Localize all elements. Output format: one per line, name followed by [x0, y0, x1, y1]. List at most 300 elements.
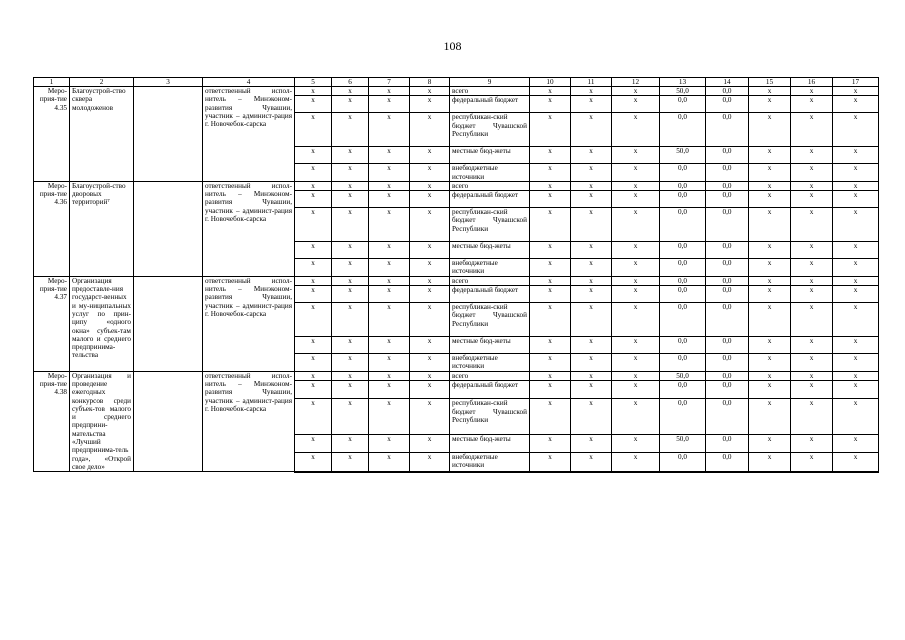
mark-cell: х	[369, 399, 410, 435]
funding-source: внебюджетные источники	[450, 259, 530, 277]
mark-cell: х	[791, 191, 833, 208]
mark-cell: х	[571, 113, 612, 147]
mark-cell: х	[369, 259, 410, 277]
amount-cell: 0,0	[706, 87, 749, 96]
column-3-cell	[134, 276, 203, 371]
mark-cell: х	[749, 259, 791, 277]
amount-cell: 0,0	[660, 337, 706, 354]
event-code: Меро-прия-тие 4.37	[34, 276, 70, 371]
amount-cell: 0,0	[706, 208, 749, 242]
column-number: 15	[749, 78, 791, 87]
mark-cell: х	[410, 87, 450, 96]
mark-cell: х	[791, 286, 833, 303]
mark-cell: х	[410, 242, 450, 259]
mark-cell: х	[410, 381, 450, 399]
mark-cell: х	[410, 259, 450, 277]
mark-cell: х	[571, 453, 612, 472]
amount-cell: 0,0	[706, 147, 749, 164]
mark-cell: х	[332, 87, 369, 96]
funding-source: внебюджетные источники	[450, 164, 530, 182]
mark-cell: х	[332, 381, 369, 399]
event-name: Организация предоставле-ния государст-венных и му-ниципальных услуг по прин-ципу «одного окна» субъек-там малого и среднего предпринима-тельства	[70, 276, 134, 371]
column-3-cell	[134, 87, 203, 182]
mark-cell: х	[369, 164, 410, 182]
mark-cell: х	[332, 164, 369, 182]
mark-cell: х	[833, 371, 879, 381]
mark-cell: х	[833, 191, 879, 208]
mark-cell: х	[791, 113, 833, 147]
mark-cell: х	[410, 181, 450, 190]
mark-cell: х	[749, 147, 791, 164]
mark-cell: х	[571, 303, 612, 337]
mark-cell: х	[530, 164, 571, 182]
mark-cell: х	[295, 453, 332, 472]
amount-cell: 0,0	[706, 96, 749, 113]
mark-cell: х	[410, 337, 450, 354]
mark-cell: х	[530, 435, 571, 453]
mark-cell: х	[530, 147, 571, 164]
mark-cell: х	[332, 399, 369, 435]
mark-cell: х	[612, 371, 660, 381]
mark-cell: х	[612, 191, 660, 208]
column-3-cell	[134, 371, 203, 472]
mark-cell: х	[410, 191, 450, 208]
mark-cell: х	[410, 286, 450, 303]
column-number: 16	[791, 78, 833, 87]
mark-cell: х	[369, 286, 410, 303]
mark-cell: х	[833, 453, 879, 472]
mark-cell: х	[612, 399, 660, 435]
responsible-executor: ответственный испол-нитель – Минэконом-развития Чувашии, участник – админист-рация г. Новочебок-сарска	[203, 371, 295, 472]
mark-cell: х	[833, 208, 879, 242]
mark-cell: х	[530, 371, 571, 381]
mark-cell: х	[833, 303, 879, 337]
amount-cell: 0,0	[706, 276, 749, 285]
mark-cell: х	[791, 259, 833, 277]
mark-cell: х	[295, 435, 332, 453]
amount-cell: 0,0	[706, 181, 749, 190]
funding-source: федеральный бюджет	[450, 286, 530, 303]
page-number: 108	[443, 39, 462, 53]
mark-cell: х	[571, 208, 612, 242]
mark-cell: х	[571, 242, 612, 259]
amount-cell: 0,0	[706, 381, 749, 399]
mark-cell: х	[530, 181, 571, 190]
mark-cell: х	[749, 286, 791, 303]
amount-cell: 0,0	[706, 303, 749, 337]
mark-cell: х	[295, 354, 332, 372]
mark-cell: х	[410, 164, 450, 182]
amount-cell: 50,0	[660, 371, 706, 381]
mark-cell: х	[612, 354, 660, 372]
mark-cell: х	[332, 181, 369, 190]
mark-cell: х	[749, 435, 791, 453]
mark-cell: х	[295, 371, 332, 381]
funding-source: всего	[450, 276, 530, 285]
mark-cell: х	[410, 147, 450, 164]
mark-cell: х	[791, 453, 833, 472]
mark-cell: х	[833, 276, 879, 285]
funding-source: всего	[450, 181, 530, 190]
funding-source: местные бюд-жеты	[450, 337, 530, 354]
amount-cell: 0,0	[660, 453, 706, 472]
amount-cell: 0,0	[660, 259, 706, 277]
column-number: 17	[833, 78, 879, 87]
mark-cell: х	[833, 164, 879, 182]
mark-cell: х	[332, 453, 369, 472]
column-number: 7	[369, 78, 410, 87]
mark-cell: х	[791, 276, 833, 285]
mark-cell: х	[791, 354, 833, 372]
mark-cell: х	[571, 276, 612, 285]
column-number: 9	[450, 78, 530, 87]
mark-cell: х	[791, 208, 833, 242]
mark-cell: х	[612, 276, 660, 285]
mark-cell: х	[332, 191, 369, 208]
mark-cell: х	[369, 337, 410, 354]
mark-cell: х	[749, 303, 791, 337]
mark-cell: х	[749, 337, 791, 354]
mark-cell: х	[410, 113, 450, 147]
funding-source: всего	[450, 371, 530, 381]
mark-cell: х	[530, 381, 571, 399]
mark-cell: х	[295, 242, 332, 259]
mark-cell: х	[530, 399, 571, 435]
mark-cell: х	[833, 87, 879, 96]
mark-cell: х	[612, 259, 660, 277]
funding-source: республикан-ский бюджет Чувашской Республики	[450, 113, 530, 147]
funding-source: всего	[450, 87, 530, 96]
mark-cell: х	[612, 208, 660, 242]
mark-cell: х	[833, 337, 879, 354]
mark-cell: х	[749, 208, 791, 242]
mark-cell: х	[749, 242, 791, 259]
header-row	[34, 78, 879, 87]
column-number: 13	[660, 78, 706, 87]
event-name: Организация и проведение ежегодных конкурсов среди субъек-тов малого и среднего предприни-мательства «Лучший предпринима-тель года», «Открой свое дело»	[70, 371, 134, 472]
mark-cell: х	[833, 354, 879, 372]
mark-cell: х	[530, 259, 571, 277]
amount-cell: 0,0	[660, 96, 706, 113]
mark-cell: х	[530, 354, 571, 372]
mark-cell: х	[295, 303, 332, 337]
amount-cell: 0,0	[706, 286, 749, 303]
amount-cell: 50,0	[660, 435, 706, 453]
mark-cell: х	[295, 337, 332, 354]
mark-cell: х	[332, 337, 369, 354]
mark-cell: х	[530, 303, 571, 337]
mark-cell: х	[410, 208, 450, 242]
mark-cell: х	[791, 87, 833, 96]
event-name: Благоустрой-ство сквера молодоженов	[70, 87, 134, 182]
amount-cell: 0,0	[706, 113, 749, 147]
mark-cell: х	[833, 399, 879, 435]
amount-cell: 0,0	[660, 208, 706, 242]
mark-cell: х	[332, 276, 369, 285]
mark-cell: х	[295, 399, 332, 435]
mark-cell: х	[749, 181, 791, 190]
mark-cell: х	[530, 276, 571, 285]
mark-cell: х	[530, 113, 571, 147]
column-number: 12	[612, 78, 660, 87]
amount-cell: 0,0	[706, 354, 749, 372]
amount-cell: 0,0	[660, 354, 706, 372]
mark-cell: х	[749, 96, 791, 113]
mark-cell: х	[332, 371, 369, 381]
mark-cell: х	[369, 303, 410, 337]
mark-cell: х	[410, 354, 450, 372]
mark-cell: х	[369, 181, 410, 190]
amount-cell: 0,0	[660, 113, 706, 147]
mark-cell: х	[612, 113, 660, 147]
mark-cell: х	[571, 354, 612, 372]
funding-source: республикан-ский бюджет Чувашской Республики	[450, 208, 530, 242]
event-code: Меро-прия-тие 4.38	[34, 371, 70, 472]
table-row	[34, 87, 879, 96]
column-number: 5	[295, 78, 332, 87]
mark-cell: х	[833, 181, 879, 190]
mark-cell: х	[530, 87, 571, 96]
mark-cell: х	[833, 147, 879, 164]
event-code: Меро-прия-тие 4.35	[34, 87, 70, 182]
funding-source: федеральный бюджет	[450, 191, 530, 208]
mark-cell: х	[295, 259, 332, 277]
column-number: 2	[70, 78, 134, 87]
amount-cell: 0,0	[706, 337, 749, 354]
mark-cell: х	[530, 208, 571, 242]
mark-cell: х	[332, 147, 369, 164]
mark-cell: х	[791, 164, 833, 182]
mark-cell: х	[332, 113, 369, 147]
column-number: 1	[34, 78, 70, 87]
mark-cell: х	[530, 286, 571, 303]
mark-cell: х	[332, 259, 369, 277]
amount-cell: 50,0	[660, 87, 706, 96]
mark-cell: х	[369, 276, 410, 285]
mark-cell: х	[410, 435, 450, 453]
mark-cell: х	[612, 96, 660, 113]
mark-cell: х	[791, 96, 833, 113]
mark-cell: х	[369, 87, 410, 96]
funding-source: федеральный бюджет	[450, 96, 530, 113]
amount-cell: 0,0	[706, 435, 749, 453]
mark-cell: х	[571, 337, 612, 354]
responsible-executor: ответственный испол-нитель – Минэконом-развития Чувашии, участник – админист-рация г. Новочебок-сарска	[203, 276, 295, 371]
event-code: Меро-прия-тие 4.36	[34, 181, 70, 276]
mark-cell: х	[749, 276, 791, 285]
mark-cell: х	[791, 399, 833, 435]
mark-cell: х	[749, 164, 791, 182]
mark-cell: х	[369, 371, 410, 381]
mark-cell: х	[833, 96, 879, 113]
mark-cell: х	[369, 191, 410, 208]
mark-cell: х	[791, 147, 833, 164]
mark-cell: х	[571, 181, 612, 190]
column-number: 11	[571, 78, 612, 87]
mark-cell: х	[369, 242, 410, 259]
mark-cell: х	[791, 381, 833, 399]
amount-cell: 0,0	[660, 164, 706, 182]
mark-cell: х	[295, 147, 332, 164]
table-row	[34, 181, 879, 190]
mark-cell: х	[295, 181, 332, 190]
mark-cell: х	[530, 96, 571, 113]
responsible-executor: ответственный испол-нитель – Минэконом-развития Чувашии, участник – админист-рация г. Новочебок-сарска	[203, 87, 295, 182]
mark-cell: х	[833, 435, 879, 453]
mark-cell: х	[295, 286, 332, 303]
mark-cell: х	[530, 337, 571, 354]
amount-cell: 0,0	[706, 399, 749, 435]
funding-source: республикан-ский бюджет Чувашской Республики	[450, 399, 530, 435]
mark-cell: х	[410, 453, 450, 472]
amount-cell: 0,0	[660, 191, 706, 208]
responsible-executor: ответственный испол-нитель – Минэконом-развития Чувашии, участник – админист-рация г. Новочебок-сарска	[203, 181, 295, 276]
column-number: 3	[134, 78, 203, 87]
amount-cell: 0,0	[660, 286, 706, 303]
table-row	[34, 276, 879, 285]
mark-cell: х	[295, 164, 332, 182]
column-number: 4	[203, 78, 295, 87]
mark-cell: х	[530, 453, 571, 472]
mark-cell: х	[833, 113, 879, 147]
mark-cell: х	[833, 286, 879, 303]
mark-cell: х	[332, 242, 369, 259]
mark-cell: х	[791, 303, 833, 337]
mark-cell: х	[791, 371, 833, 381]
funding-source: местные бюд-жеты	[450, 242, 530, 259]
mark-cell: х	[295, 381, 332, 399]
mark-cell: х	[332, 96, 369, 113]
mark-cell: х	[369, 147, 410, 164]
mark-cell: х	[749, 453, 791, 472]
mark-cell: х	[791, 435, 833, 453]
amount-cell: 0,0	[660, 242, 706, 259]
column-number: 10	[530, 78, 571, 87]
mark-cell: х	[410, 303, 450, 337]
mark-cell: х	[410, 399, 450, 435]
mark-cell: х	[571, 371, 612, 381]
mark-cell: х	[612, 303, 660, 337]
mark-cell: х	[612, 87, 660, 96]
amount-cell: 0,0	[660, 303, 706, 337]
mark-cell: х	[571, 191, 612, 208]
mark-cell: х	[749, 87, 791, 96]
amount-cell: 0,0	[706, 259, 749, 277]
amount-cell: 0,0	[706, 371, 749, 381]
amount-cell: 0,0	[706, 164, 749, 182]
event-name: Благоустрой-ство дворовых территорий⁷	[70, 181, 134, 276]
mark-cell: х	[612, 286, 660, 303]
funding-source: местные бюд-жеты	[450, 147, 530, 164]
mark-cell: х	[410, 96, 450, 113]
mark-cell: х	[332, 286, 369, 303]
mark-cell: х	[571, 435, 612, 453]
mark-cell: х	[791, 242, 833, 259]
mark-cell: х	[791, 181, 833, 190]
column-number: 14	[706, 78, 749, 87]
mark-cell: х	[749, 399, 791, 435]
table-row	[34, 371, 879, 381]
funding-source: республикан-ский бюджет Чувашской Республики	[450, 303, 530, 337]
mark-cell: х	[410, 371, 450, 381]
mark-cell: х	[332, 208, 369, 242]
mark-cell: х	[369, 453, 410, 472]
mark-cell: х	[369, 354, 410, 372]
mark-cell: х	[295, 276, 332, 285]
mark-cell: х	[833, 242, 879, 259]
mark-cell: х	[571, 381, 612, 399]
mark-cell: х	[833, 381, 879, 399]
mark-cell: х	[571, 164, 612, 182]
mark-cell: х	[749, 354, 791, 372]
mark-cell: х	[369, 435, 410, 453]
funding-source: федеральный бюджет	[450, 381, 530, 399]
mark-cell: х	[612, 147, 660, 164]
mark-cell: х	[295, 208, 332, 242]
amount-cell: 0,0	[660, 181, 706, 190]
amount-cell: 0,0	[660, 399, 706, 435]
mark-cell: х	[369, 113, 410, 147]
mark-cell: х	[295, 87, 332, 96]
amount-cell: 0,0	[706, 191, 749, 208]
program-table	[33, 77, 879, 473]
mark-cell: х	[612, 181, 660, 190]
mark-cell: х	[332, 303, 369, 337]
mark-cell: х	[530, 191, 571, 208]
mark-cell: х	[571, 96, 612, 113]
amount-cell: 0,0	[706, 453, 749, 472]
mark-cell: х	[295, 96, 332, 113]
mark-cell: х	[749, 381, 791, 399]
mark-cell: х	[571, 87, 612, 96]
funding-source: внебюджетные источники	[450, 354, 530, 372]
mark-cell: х	[749, 191, 791, 208]
mark-cell: х	[612, 453, 660, 472]
amount-cell: 0,0	[660, 276, 706, 285]
column-number: 8	[410, 78, 450, 87]
mark-cell: х	[612, 164, 660, 182]
mark-cell: х	[410, 276, 450, 285]
mark-cell: х	[749, 371, 791, 381]
column-number: 6	[332, 78, 369, 87]
column-3-cell	[134, 181, 203, 276]
mark-cell: х	[571, 147, 612, 164]
mark-cell: х	[295, 191, 332, 208]
mark-cell: х	[612, 435, 660, 453]
mark-cell: х	[369, 381, 410, 399]
mark-cell: х	[612, 242, 660, 259]
amount-cell: 0,0	[706, 242, 749, 259]
mark-cell: х	[369, 208, 410, 242]
mark-cell: х	[571, 259, 612, 277]
mark-cell: х	[530, 242, 571, 259]
funding-source: внебюджетные источники	[450, 453, 530, 472]
mark-cell: х	[612, 337, 660, 354]
mark-cell: х	[295, 113, 332, 147]
amount-cell: 0,0	[660, 381, 706, 399]
mark-cell: х	[749, 113, 791, 147]
mark-cell: х	[332, 435, 369, 453]
funding-source: местные бюд-жеты	[450, 435, 530, 453]
mark-cell: х	[612, 381, 660, 399]
mark-cell: х	[332, 354, 369, 372]
mark-cell: х	[571, 286, 612, 303]
mark-cell: х	[791, 337, 833, 354]
mark-cell: х	[369, 96, 410, 113]
amount-cell: 50,0	[660, 147, 706, 164]
mark-cell: х	[571, 399, 612, 435]
mark-cell: х	[833, 259, 879, 277]
